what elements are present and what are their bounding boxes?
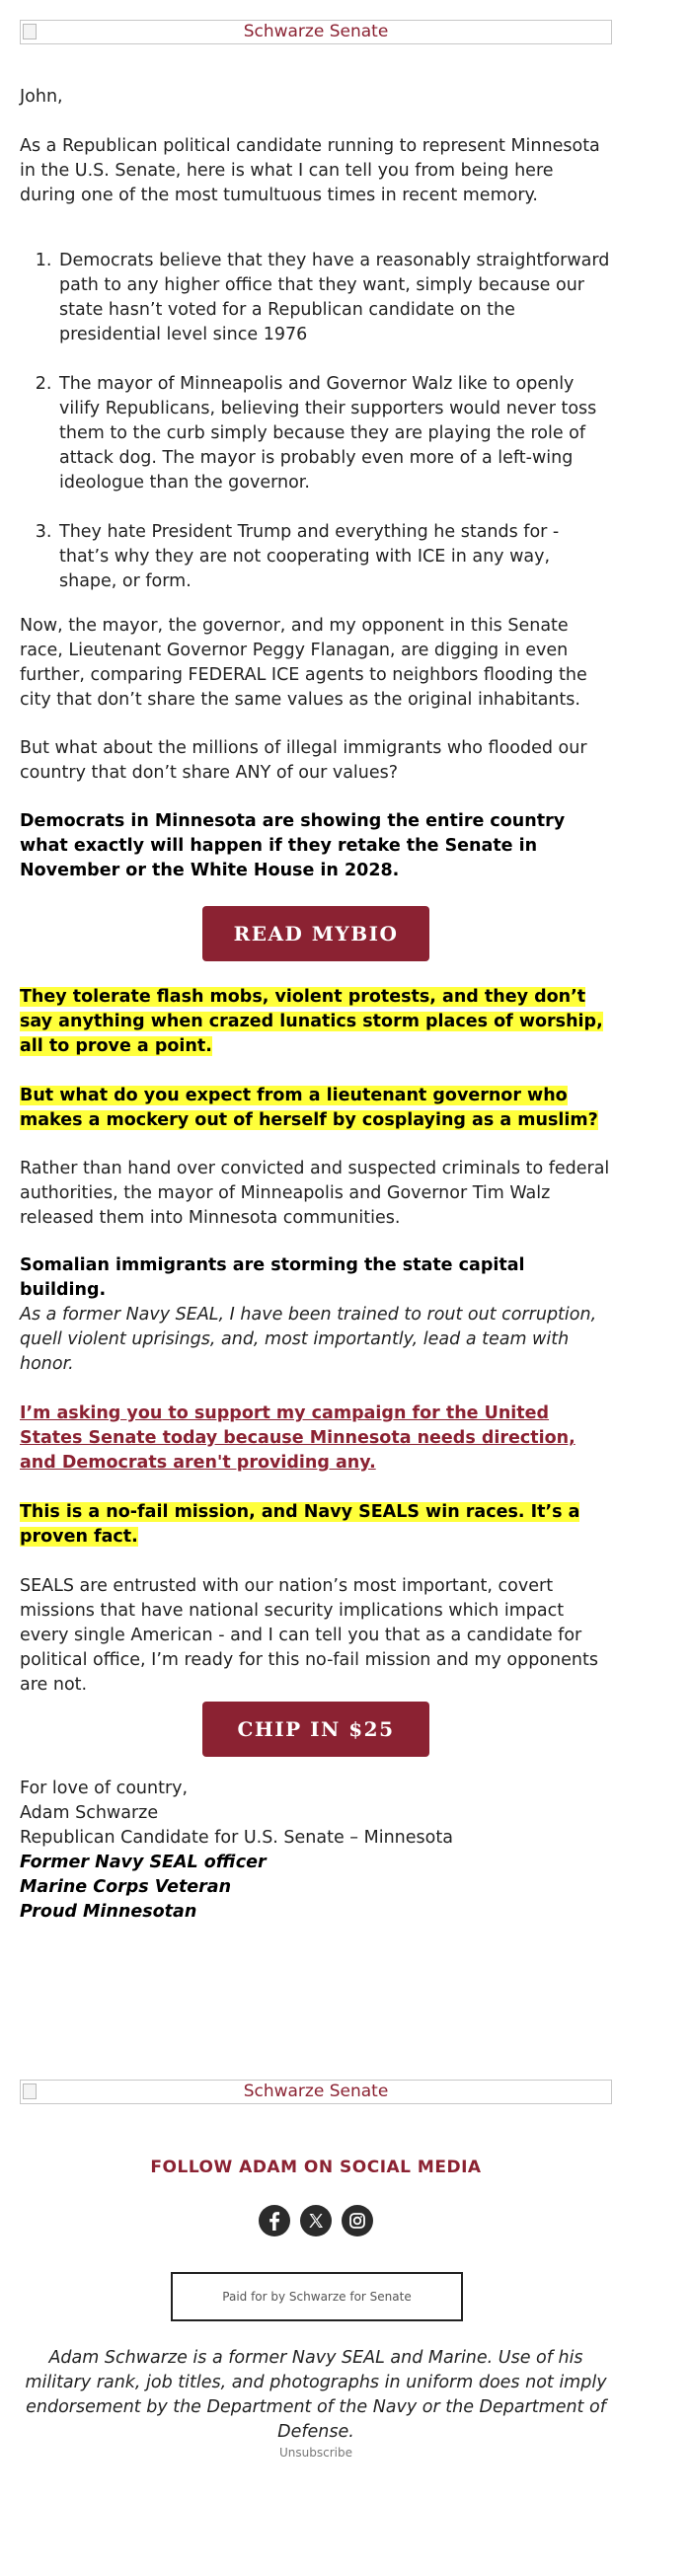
- signoff-credential: Marine Corps Veteran: [20, 1877, 232, 1897]
- header-banner-alt: Schwarze Senate: [243, 22, 389, 41]
- mayor-paragraph: Now, the mayor, the governor, and my opponent in this Senate race, Lieutenant Governor Peggy Flanagan, are digging in even further, comparing FEDERAL ICE agents to neighbors flooding the city that don’t share the same values as the original inhabitants.: [20, 616, 587, 710]
- broken-image-icon: [23, 2084, 37, 2099]
- signoff: [20, 1777, 612, 1925]
- lt-governor-text: But what do you expect from a lieutenant governor who makes a mockery out of herself by cosplaying as a muslim?: [20, 1086, 598, 1130]
- paid-for-box: [171, 2272, 463, 2321]
- follow-heading: FOLLOW ADAM ON SOCIAL MEDIA: [150, 2158, 482, 2177]
- flash-mobs-text: They tolerate flash mobs, violent protests, and they don’t say anything when crazed lunatics storm places of worship, all to prove a point.: [20, 987, 603, 1056]
- read-my-bio-button[interactable]: READ MYBIO: [202, 906, 429, 961]
- signoff-closing: For love of country,: [20, 1779, 189, 1798]
- support-campaign-link-wrap: [20, 1402, 612, 1476]
- flash-mobs-highlight: [20, 985, 612, 1059]
- somalian-paragraph: Somalian immigrants are storming the state capital building.: [20, 1255, 525, 1300]
- signoff-credential: Proud Minnesotan: [20, 1902, 197, 1922]
- footer-banner-image: [20, 2080, 612, 2104]
- signoff-role: Republican Candidate for U.S. Senate – Minnesota: [20, 1828, 453, 1848]
- handover-paragraph: Rather than hand over convicted and suspected criminals to federal authorities, the mayor of Minneapolis and Governor Tim Walz released them into Minnesota communities.: [20, 1159, 610, 1228]
- paid-for-text: Paid for by Schwarze for Senate: [222, 2290, 412, 2304]
- broken-image-icon: [23, 24, 37, 39]
- signoff-name: Adam Schwarze: [20, 1803, 159, 1823]
- list-item: 1. Democrats believe that they have a reasonably straightforward path to any higher office that they want, simply because our state hasn’t voted for a Republican candidate on the presidential level since 1976: [57, 249, 612, 347]
- intro-paragraph: As a Republican political candidate running to represent Minnesota in the U.S. Senate, here is what I can tell you from being here during one of the most tumultuous times in recent memory.: [20, 136, 600, 205]
- signoff-credential: Former Navy SEAL officer: [20, 1853, 267, 1872]
- support-campaign-link[interactable]: I’m asking you to support my campaign for the United States Senate today because Minnesota needs direction, and Democrats aren't providing any.: [20, 1403, 576, 1473]
- x-icon[interactable]: [300, 2205, 332, 2236]
- header-banner-image: [20, 20, 612, 44]
- facebook-icon[interactable]: [259, 2205, 290, 2236]
- chip-in-button[interactable]: CHIP IN $25: [202, 1702, 429, 1757]
- entrusted-paragraph: SEALS are entrusted with our nation’s most important, covert missions that have national security implications which impact every single American - and I can tell you that as a candidate for political office, I’m ready for this no-fail mission and my opponents are not.: [20, 1576, 598, 1695]
- lt-governor-highlight: [20, 1084, 612, 1133]
- democrats-paragraph: Democrats in Minnesota are showing the entire country what exactly will happen if they retake the Senate in November or the White House in 2028.: [20, 811, 566, 880]
- no-fail-highlight: [20, 1500, 612, 1550]
- list-item: 3. They hate President Trump and everything he stands for - that’s why they are not cooperating with ICE in any way, shape, or form.: [57, 520, 612, 594]
- navy-seal-paragraph: As a former Navy SEAL, I have been trained to rout out corruption, quell violent uprisings, and, most importantly, lead a team with honor.: [20, 1305, 597, 1374]
- list-item: 2. The mayor of Minneapolis and Governor Walz like to openly vilify Republicans, believing their supporters would never toss them to the curb simply because they are playing the role of attack dog. The mayor is probably even more of a left-wing ideologue than the governor.: [57, 372, 612, 495]
- unsubscribe-link[interactable]: Unsubscribe: [279, 2446, 352, 2460]
- question-paragraph: But what about the millions of illegal immigrants who flooded our country that don’t share ANY of our values?: [20, 738, 587, 783]
- reasons-list: [20, 249, 612, 594]
- no-fail-text: This is a no-fail mission, and Navy SEALS win races. It’s a proven fact.: [20, 1502, 580, 1547]
- footer-banner-alt: Schwarze Senate: [243, 2082, 389, 2101]
- salutation: John,: [20, 87, 63, 107]
- instagram-icon[interactable]: [342, 2205, 373, 2236]
- disclaimer: Adam Schwarze is a former Navy SEAL and Marine. Use of his military rank, job titles, and photographs in uniform does not imply endorsement by the Department of the Navy or the Department of Defense.: [25, 2348, 607, 2442]
